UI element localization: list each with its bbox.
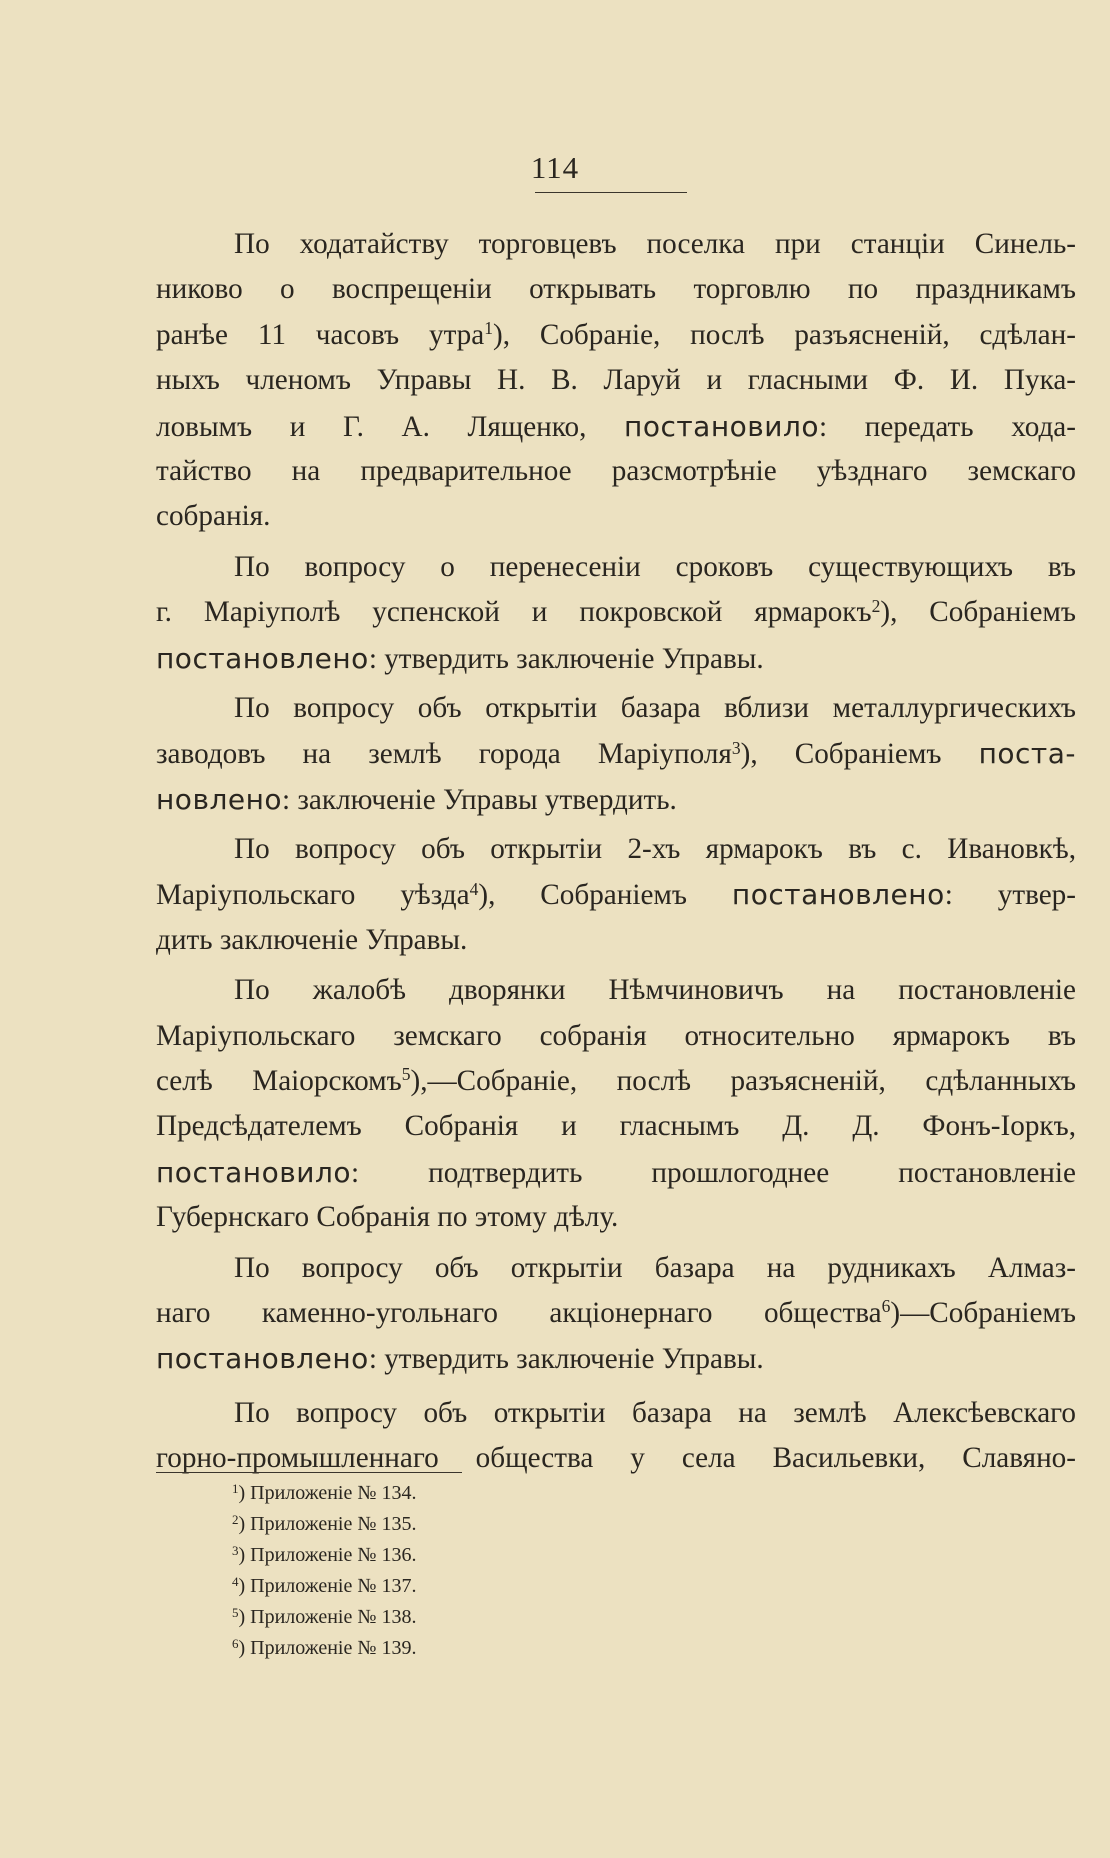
header-rule — [535, 192, 687, 193]
footnotes — [232, 1478, 416, 1664]
footnote-mark: 1 — [232, 1480, 239, 1496]
text-span: )—Собраніемъ — [890, 1296, 1076, 1329]
text-line — [156, 777, 1076, 822]
footnote-ref: 3 — [731, 737, 741, 758]
text-line — [156, 1014, 1076, 1059]
text-line — [156, 222, 1076, 267]
text-line — [156, 313, 1076, 358]
text-span: дить заключеніе Управы. — [156, 923, 468, 956]
footnote-text: ) Приложеніе № 135. — [238, 1513, 417, 1535]
text-span: По вопросу объ открытіи базара вблизи металлургическихъ — [234, 691, 1076, 724]
footnote-text: ) Приложеніе № 136. — [238, 1544, 417, 1566]
footnote-mark: 2 — [232, 1511, 239, 1527]
text-span: г. Маріуполѣ успенской и покровской ярмарокъ — [156, 596, 872, 629]
footnote-text: ) Приложеніе № 137. — [238, 1575, 417, 1597]
footnote-rule — [156, 1472, 462, 1473]
text-line — [156, 686, 1076, 731]
text-span: наго каменно-угольнаго акціонернаго общества — [156, 1296, 882, 1329]
text-span: ),—Собраніе, послѣ разъясненій, сдѣланныхъ — [410, 1065, 1076, 1098]
footnote-ref: 6 — [881, 1296, 891, 1317]
footnote-ref: 4 — [469, 878, 479, 899]
text-line — [156, 731, 1076, 776]
text-line — [156, 1104, 1076, 1149]
text-span: : утвер- — [944, 879, 1076, 912]
footnote — [232, 1633, 416, 1664]
text-span: По ходатайству торговцевъ поселка при станціи Синель- — [234, 228, 1076, 260]
resolution-keyword: постановило — [156, 1155, 351, 1189]
resolution-keyword: постановлено — [156, 641, 369, 675]
text-span: никово о воспрещеніи открывать торговлю по праздникамъ — [156, 273, 1076, 306]
text-span: : заключеніе Управы утвердить. — [282, 783, 677, 816]
text-line — [156, 1059, 1076, 1104]
text-span: заводовъ на землѣ города Маріуполя — [156, 738, 732, 771]
resolution-keyword: поста- — [978, 737, 1076, 771]
text-line — [156, 1195, 1076, 1240]
footnote-mark: 5 — [232, 1604, 239, 1620]
text-span: По жалобѣ дворянки Нѣмчиновичъ на постановленіе — [234, 974, 1076, 1007]
text-span: По вопросу о перенесеніи сроковъ существующихъ въ — [234, 550, 1076, 583]
footnote-text: ) Приложеніе № 134. — [238, 1482, 417, 1504]
text-span: ранѣе 11 часовъ утра — [156, 318, 485, 351]
paragraph-gap — [156, 1382, 1076, 1391]
text-span: : утвердить заключеніе Управы. — [368, 642, 764, 675]
text-line — [156, 494, 1076, 539]
resolution-keyword: постановлено — [731, 878, 945, 912]
text-line — [156, 1291, 1076, 1336]
text-span: По вопросу объ открытіи базара на рудникахъ Алмаз- — [234, 1251, 1076, 1284]
text-span: селѣ Маіорскомъ — [156, 1065, 402, 1098]
text-line — [156, 590, 1076, 635]
text-span: Маріупольскаго уѣзда — [156, 879, 470, 912]
body-text — [156, 222, 1076, 1482]
text-line — [156, 968, 1076, 1013]
footnote-text: ) Приложеніе № 138. — [238, 1606, 417, 1628]
footnote — [232, 1602, 416, 1633]
text-line — [156, 358, 1076, 403]
footnote-mark: 3 — [232, 1542, 239, 1558]
footnote-mark: 6 — [232, 1635, 239, 1651]
text-span: тайство на предварительное разсмотрѣніе уѣзднаго земскаго — [156, 454, 1076, 487]
text-span: ), Собраніе, послѣ разъясненій, сдѣлан- — [493, 318, 1076, 351]
text-span: Маріупольскаго земскаго собранія относительно ярмарокъ въ — [156, 1019, 1076, 1052]
text-span: ), Собраніемъ — [478, 879, 732, 912]
text-line — [156, 449, 1076, 494]
text-line — [156, 267, 1076, 312]
footnote-ref: 2 — [871, 595, 881, 616]
text-span: ), Собраніемъ — [880, 596, 1076, 629]
text-line — [156, 827, 1076, 872]
footnote-ref: 1 — [484, 318, 493, 339]
text-span: собранія. — [156, 500, 271, 533]
text-span: : передать хода- — [818, 410, 1076, 443]
text-line — [156, 872, 1076, 917]
footnote — [232, 1540, 416, 1571]
resolution-keyword: постановлено — [156, 1342, 369, 1376]
footnote-text: ) Приложеніе № 139. — [238, 1637, 417, 1659]
text-span: ловымъ и Г. А. Лященко, — [156, 410, 625, 443]
footnote — [232, 1571, 416, 1602]
text-line — [156, 1246, 1076, 1291]
text-line — [156, 636, 1076, 681]
text-span: ), Собраніемъ — [740, 738, 979, 771]
footnote — [232, 1478, 416, 1509]
text-span: : утвердить заключеніе Управы. — [368, 1343, 764, 1376]
footnote-ref: 5 — [401, 1064, 411, 1085]
text-span: Предсѣдателемъ Собранія и гласнымъ Д. Д. Фонъ-Іоркъ, — [156, 1110, 1076, 1143]
text-span: горно-промышленнаго общества у села Васильевки, Славяно- — [156, 1442, 1076, 1475]
footnote — [232, 1509, 416, 1540]
text-line — [156, 545, 1076, 590]
text-line — [156, 918, 1076, 963]
text-line — [156, 1391, 1076, 1436]
text-line — [156, 1336, 1076, 1381]
text-span: ныхъ членомъ Управы Н. В. Ларуй и гласными Ф. И. Пука- — [156, 364, 1076, 397]
text-span: По вопросу объ открытіи базара на землѣ Алексѣевскаго — [234, 1396, 1076, 1429]
resolution-keyword: постановило — [624, 409, 819, 443]
text-span: По вопросу объ открытіи 2-хъ ярмарокъ въ с. Ивановкѣ, — [234, 833, 1076, 866]
text-span: : подтвердить прошлогоднее постановленіе — [350, 1156, 1076, 1189]
text-line — [156, 1150, 1076, 1195]
footnote-mark: 4 — [232, 1573, 239, 1589]
text-line — [156, 404, 1076, 449]
text-line — [156, 1436, 1076, 1481]
text-span: Губернскаго Собранія по этому дѣлу. — [156, 1201, 619, 1234]
resolution-keyword: новлено — [156, 782, 282, 816]
page-number: 114 — [530, 150, 580, 185]
